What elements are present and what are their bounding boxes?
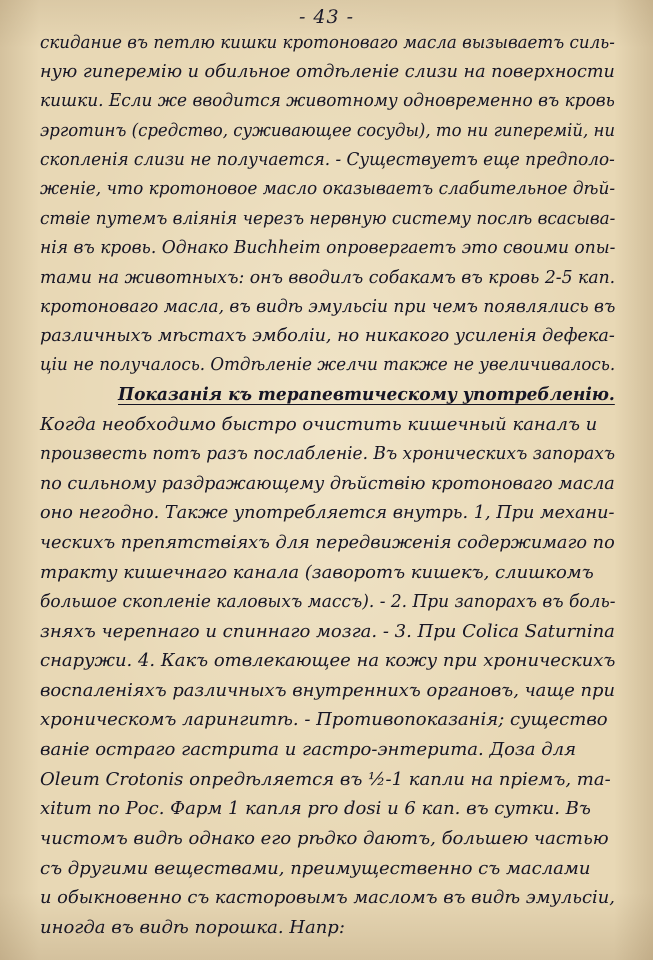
text-line-1: скидание въ петлю кишки кротоноваго масла вызываетъ силь-	[40, 32, 615, 53]
text-line-16: по сильному раздражающему дѣйствію кротоноваго масла	[40, 473, 615, 494]
text-line-23: воспаленіяхъ различныхъ внутреннихъ органовъ, чаще при	[40, 680, 615, 701]
text-line-22: снаружи. 4. Какъ отвлекающее на кожу при хроническихъ	[40, 650, 616, 671]
text-line-21: зняхъ черепнаго и спиннаго мозга. - 3. При Colica Saturnina	[40, 621, 615, 642]
text-line-9: тами на животныхъ: онъ вводилъ собакамъ въ кровь 2-5 кап.	[40, 267, 616, 288]
text-line-5: скопленія слизи не получается. - Существуетъ еще предполо-	[40, 149, 615, 170]
text-line-28: чистомъ видѣ однако его рѣдко даютъ, большею частью	[40, 828, 609, 849]
text-line-3: кишки. Если же вводится животному одновременно въ кровь	[40, 90, 615, 111]
text-line-25: ваніе остраго гастрита и гастро-энтерита. Доза для	[40, 739, 576, 760]
text-line-15: произвесть потъ разъ послабленіе. Въ хроническихъ запорахъ	[40, 443, 616, 464]
text-line-7: ствіе путемъ вліянія черезъ нервную систему послѣ всасыва-	[40, 208, 616, 229]
text-line-29: съ другими веществами, преимущественно съ маслами	[40, 858, 591, 879]
text-line-30: и обыкновенно съ касторовымъ масломъ въ видѣ эмульсіи,	[40, 887, 615, 908]
text-line-18: ческихъ препятствіяхъ для передвиженія содержимаго по	[40, 532, 615, 553]
text-line-31: иногда въ видѣ порошка. Напр:	[40, 917, 345, 938]
text-line-24: хроническомъ ларингитѣ. - Противопоказанія; существо	[40, 709, 608, 730]
text-line-27: xitum по Рос. Фарм 1 капля pro dosi и 6 кап. въ сутки. Въ	[40, 798, 591, 819]
text-line-19: тракту кишечнаго канала (заворотъ кишекъ, слишкомъ	[40, 562, 594, 583]
text-line-11: различныхъ мѣстахъ эмболіи, но никакого усиленія дефека-	[40, 325, 615, 346]
text-line-17: оно негодно. Также употребляется внутрь. 1, При механи-	[40, 502, 615, 523]
text-line-12: ціи не получалось. Отдѣленіе желчи также не увеличивалось.	[40, 354, 616, 375]
text-line-2: ную гиперемію и обильное отдѣленіе слизи на поверхности	[40, 61, 615, 82]
text-line-10: кротоноваго масла, въ видѣ эмульсіи при чемъ появлялись въ	[40, 296, 616, 317]
text-line-26: Oleum Crotonis опредѣляется въ ½-1 капли на пріемъ, та-	[40, 769, 611, 790]
text-line-8: нія въ кровь. Однако Buchheim опровергаетъ это своими опы-	[40, 237, 616, 258]
text-line-14: Когда необходимо быстро очистить кишечный каналъ и	[40, 414, 598, 435]
section-heading: Показанія къ терапевтическому употребленію.	[118, 384, 615, 405]
text-line-4: эрготинъ (средство, суживающее сосуды), то ни гиперемій, ни	[40, 120, 616, 141]
page-number: - 43 -	[298, 6, 355, 28]
text-line-20: большое скопленіе каловыхъ массъ). - 2. При запорахъ въ боль-	[40, 591, 616, 612]
text-line-6: женіе, что кротоновое масло оказываетъ слабительное дѣй-	[40, 178, 616, 199]
